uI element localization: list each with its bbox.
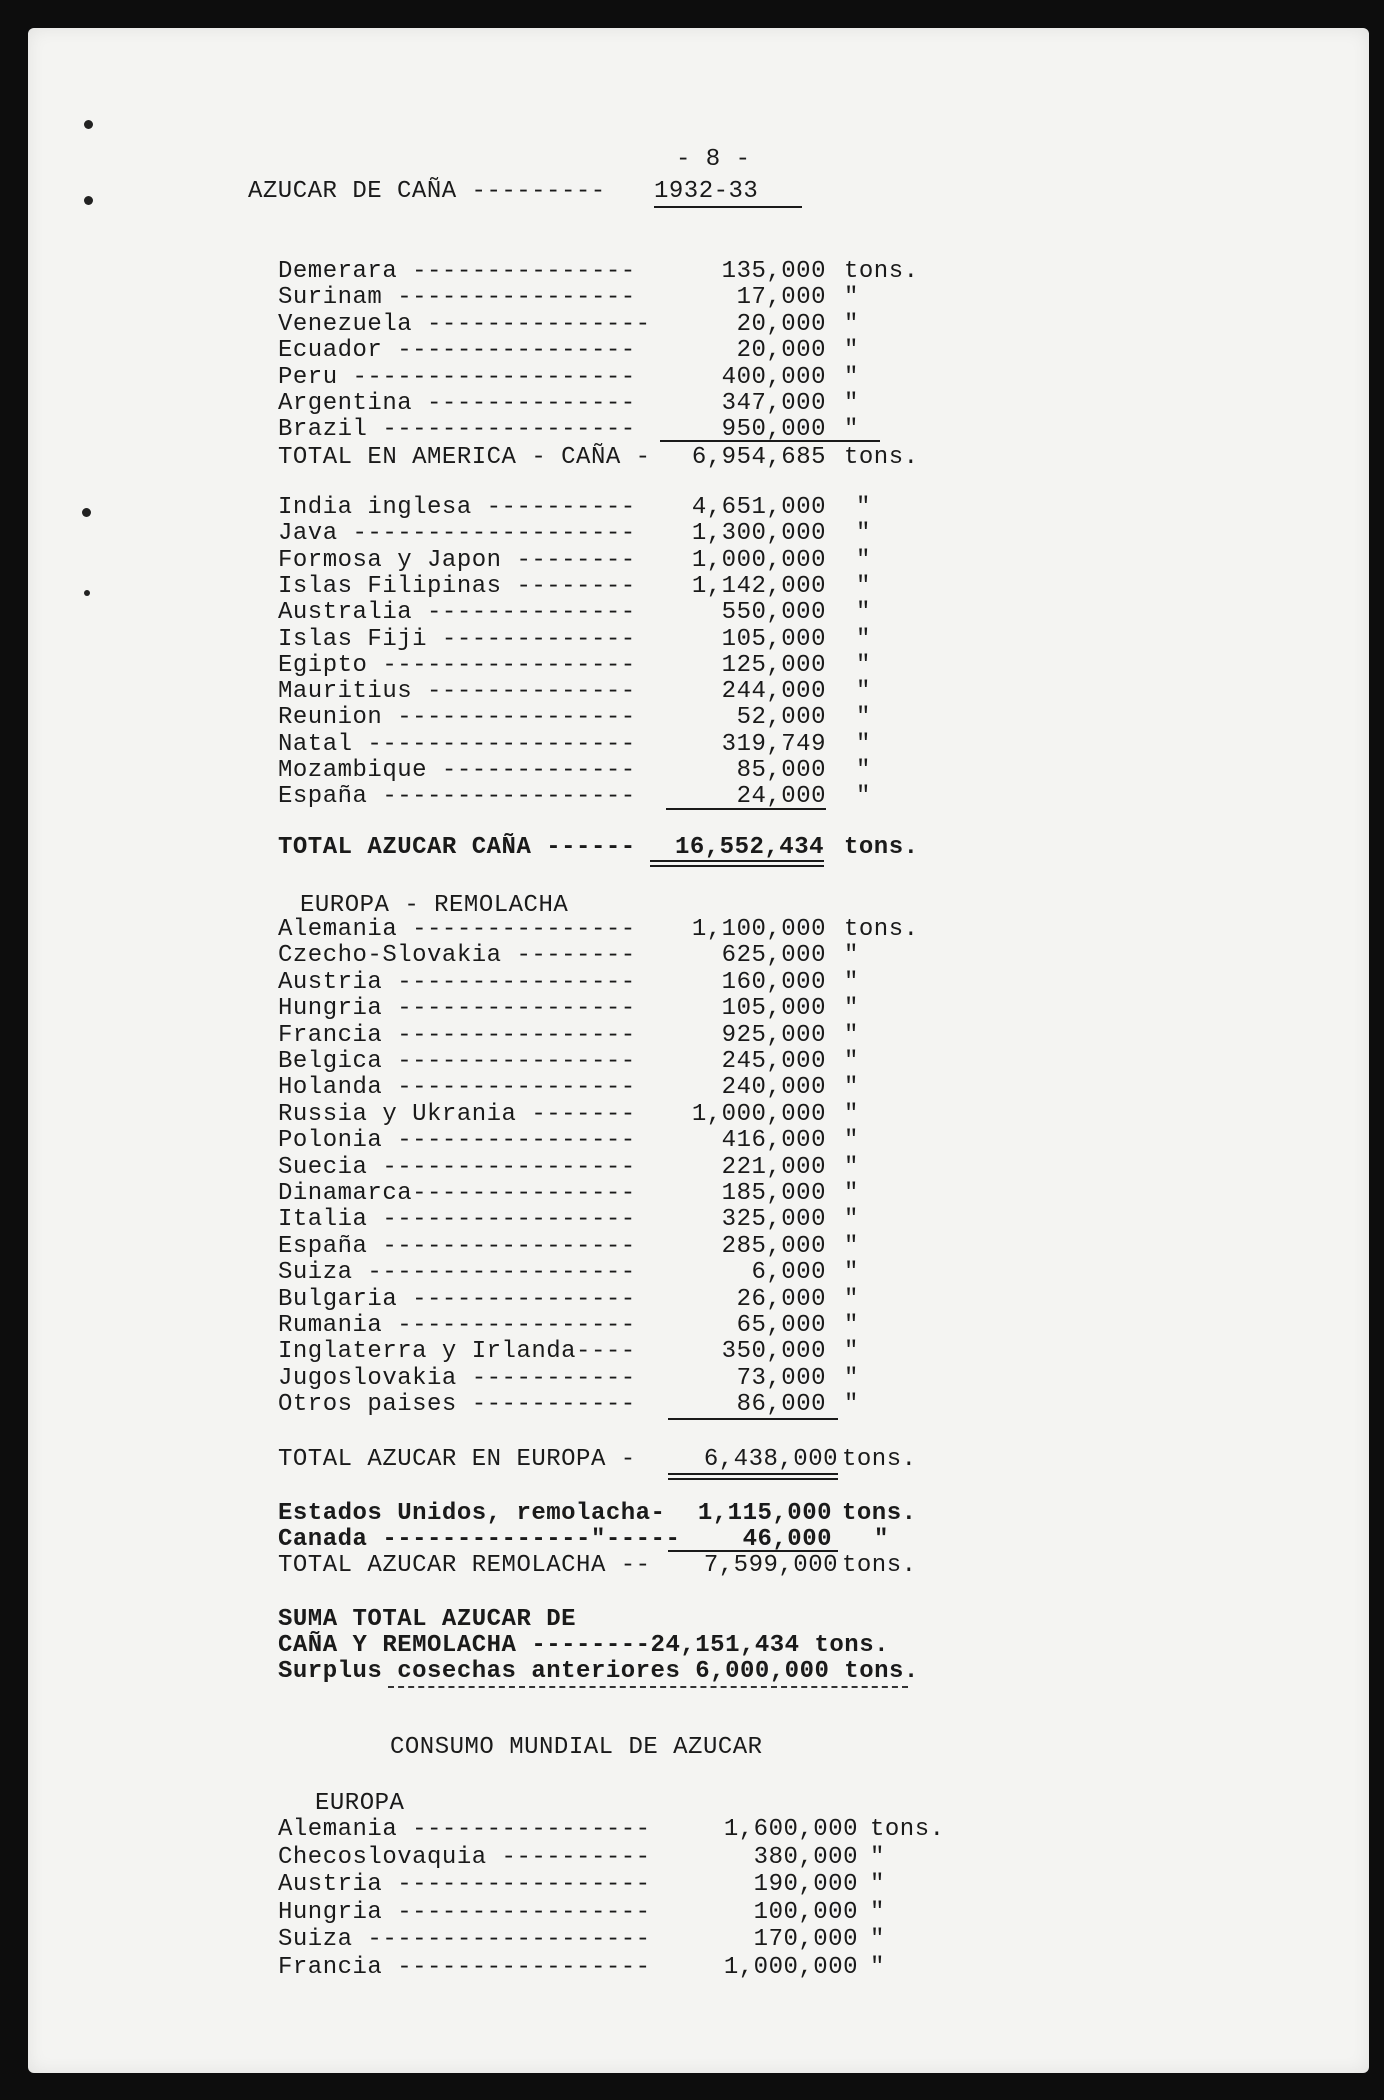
- beet-row: [278, 1312, 1178, 1339]
- america-row-label: Venezuela ---------------: [278, 310, 651, 338]
- cane-row-unit: ": [856, 546, 871, 574]
- beet-row-label: Suecia -----------------: [278, 1153, 636, 1181]
- consumption-row-label: Hungria -----------------: [278, 1898, 651, 1926]
- america-row: [278, 337, 1178, 364]
- margin-dot: [84, 120, 93, 129]
- cane-row-unit: ": [856, 783, 871, 811]
- beet-row-unit: ": [844, 1048, 859, 1075]
- section-separator: [388, 1686, 908, 1688]
- consumption-heading: CONSUMO MUNDIAL DE AZUCAR: [390, 1734, 763, 1761]
- consumption-row: [278, 1844, 1178, 1871]
- america-sum-rule: [660, 440, 880, 442]
- beet-row: [278, 1048, 1178, 1075]
- usa-label: Estados Unidos, remolacha-: [278, 1500, 666, 1527]
- beet-row-value: 1,100,000: [691, 916, 826, 943]
- beet-row-label: Bulgaria ---------------: [278, 1285, 636, 1313]
- cane-row-unit: ": [856, 599, 871, 627]
- total-europe-unit: tons.: [842, 1446, 917, 1473]
- beet-row-value: 416,000: [721, 1127, 826, 1155]
- america-row-value: 20,000: [736, 337, 826, 365]
- beet-row: [278, 1127, 1178, 1154]
- cane-row: [278, 652, 1178, 679]
- cane-row-label: Java -------------------: [278, 520, 636, 548]
- cane-row: [278, 626, 1178, 653]
- cane-row-unit: ": [856, 494, 871, 521]
- america-row-unit: ": [844, 310, 859, 338]
- consumption-row-label: Checoslovaquia ----------: [278, 1843, 651, 1871]
- america-row-unit: ": [844, 390, 859, 417]
- beet-row-value: 1,000,000: [691, 1100, 826, 1128]
- consumption-row: [278, 1816, 1178, 1843]
- total-america-value: 6,954,685: [691, 444, 826, 471]
- cane-row-label: Australia --------------: [278, 599, 636, 627]
- beet-row: [278, 1180, 1178, 1207]
- cane-row-label: Islas Filipinas --------: [278, 572, 636, 600]
- total-beet-unit: tons.: [842, 1552, 917, 1579]
- beet-row-value: 86,000: [736, 1391, 826, 1419]
- america-row-label: Peru -------------------: [278, 363, 636, 391]
- margin-dot: [84, 590, 90, 596]
- total-cane: [278, 834, 1178, 861]
- america-row: [278, 284, 1178, 311]
- beet-row-unit: ": [844, 1338, 859, 1366]
- beet-row-value: 26,000: [736, 1285, 826, 1313]
- total-america-label: TOTAL EN AMERICA - CAÑA -: [278, 444, 651, 471]
- beet-row-label: Alemania ---------------: [278, 916, 636, 943]
- consumption-row: [278, 1954, 1178, 1981]
- consumption-row-unit: ": [870, 1954, 885, 1981]
- cane-row-unit: ": [856, 651, 871, 679]
- beet-row-unit: ": [844, 1074, 859, 1102]
- cane-row-value: 1,000,000: [691, 546, 826, 574]
- consumption-row-unit: ": [870, 1926, 885, 1954]
- beet-row: [278, 1022, 1178, 1049]
- cane-row-value: 4,651,000: [691, 494, 826, 521]
- beet-row: [278, 1259, 1178, 1286]
- consumption-row-unit: ": [870, 1898, 885, 1926]
- consumption-row-label: Suiza -------------------: [278, 1926, 651, 1954]
- cane-row-label: Islas Fiji -------------: [278, 625, 636, 653]
- beet-row-unit: ": [844, 942, 859, 970]
- beet-row: [278, 1365, 1178, 1392]
- total-europe-label: TOTAL AZUCAR EN EUROPA -: [278, 1446, 636, 1473]
- beet-row-value: 240,000: [721, 1074, 826, 1102]
- beet-row-value: 105,000: [721, 995, 826, 1023]
- beet-row-unit: ": [844, 968, 859, 996]
- cane-row-unit: ": [856, 704, 871, 732]
- america-row-label: Surinam ----------------: [278, 284, 636, 312]
- beet-row-unit: ": [844, 995, 859, 1023]
- cane-row-value: 105,000: [721, 625, 826, 653]
- beet-row-label: Belgica ----------------: [278, 1048, 636, 1075]
- cane-row-unit: ": [856, 520, 871, 548]
- usa: [278, 1500, 1178, 1527]
- total-america: [278, 444, 1178, 471]
- beet-row: [278, 1074, 1178, 1101]
- summary-line-1: SUMA TOTAL AZUCAR DE: [278, 1606, 577, 1633]
- total-cane-underline-1: [650, 860, 824, 862]
- year-heading: 1932-33: [654, 178, 759, 205]
- total-cane-value: 16,552,434: [674, 834, 824, 861]
- total-beet: [278, 1552, 1178, 1579]
- canada: [278, 1526, 1178, 1553]
- beet-row-label: Hungria ----------------: [278, 995, 636, 1023]
- beet-row-label: Czecho-Slovakia --------: [278, 942, 636, 970]
- summary-line-2: CAÑA Y REMOLACHA --------24,151,434 tons.: [278, 1632, 889, 1659]
- cane-row-value: 244,000: [721, 678, 826, 706]
- cane-row: [278, 757, 1178, 784]
- cane-row-value: 1,142,000: [691, 572, 826, 600]
- consumption-row-label: Francia -----------------: [278, 1954, 651, 1981]
- cane-row-value: 550,000: [721, 599, 826, 627]
- cane-row-value: 319,749: [721, 730, 826, 758]
- cane-row-label: India inglesa ----------: [278, 494, 636, 521]
- total-cane-underline-2: [650, 865, 824, 867]
- consumption-row-label: Austria -----------------: [278, 1871, 651, 1899]
- america-row-unit: tons.: [844, 258, 919, 285]
- america-row-value: 20,000: [736, 310, 826, 338]
- total-europe: [278, 1446, 1178, 1473]
- america-row: [278, 364, 1178, 391]
- beet-row-value: 325,000: [721, 1206, 826, 1234]
- total-europe-underline-1: [668, 1473, 838, 1475]
- beet-row-label: Russia y Ukrania -------: [278, 1100, 636, 1128]
- beet-row-label: España -----------------: [278, 1232, 636, 1260]
- cane-row-label: Natal ------------------: [278, 730, 636, 758]
- america-row-label: Ecuador ----------------: [278, 337, 636, 365]
- cane-row: [278, 494, 1178, 521]
- margin-dot: [84, 196, 93, 205]
- beet-row: [278, 1101, 1178, 1128]
- america-row-label: Argentina --------------: [278, 390, 636, 417]
- cane-row-value: 1,300,000: [691, 520, 826, 548]
- america-row-value: 950,000: [721, 416, 826, 444]
- consumption-row-value: 100,000: [753, 1898, 858, 1926]
- usa-value: 1,115,000: [697, 1500, 832, 1527]
- cane-row-value: 85,000: [736, 757, 826, 784]
- consumption-row-unit: ": [870, 1843, 885, 1871]
- america-row-label: Brazil -----------------: [278, 416, 636, 444]
- beet-row-label: Jugoslovakia -----------: [278, 1364, 636, 1392]
- beet-row-label: Francia ----------------: [278, 1021, 636, 1049]
- consumption-row-unit: ": [870, 1871, 885, 1899]
- beet-row-unit: ": [844, 1206, 859, 1234]
- consumption-subheading: EUROPA: [315, 1790, 405, 1817]
- cane-row: [278, 520, 1178, 547]
- beet-row-value: 625,000: [721, 942, 826, 970]
- beet-row-label: Italia -----------------: [278, 1206, 636, 1234]
- total-cane-label: TOTAL AZUCAR CAÑA ------: [278, 834, 636, 861]
- america-row-label: Demerara ---------------: [278, 258, 636, 285]
- cane-row-label: Formosa y Japon --------: [278, 546, 636, 574]
- cane-row-unit: ": [856, 625, 871, 653]
- cane-row-unit: ": [856, 678, 871, 706]
- cane-row: [278, 547, 1178, 574]
- cane-heading: AZUCAR DE CAÑA ---------: [248, 178, 606, 205]
- beet-row-label: Dinamarca---------------: [278, 1180, 636, 1207]
- cane-row-label: Egipto -----------------: [278, 651, 636, 679]
- total-beet-label: TOTAL AZUCAR REMOLACHA --: [278, 1552, 651, 1579]
- america-row-value: 17,000: [736, 284, 826, 312]
- consumption-row-value: 170,000: [753, 1926, 858, 1954]
- beet-row: [278, 1338, 1178, 1365]
- beet-row: [278, 1286, 1178, 1313]
- beet-row-unit: ": [844, 1285, 859, 1313]
- america-row-unit: ": [844, 337, 859, 365]
- beet-row: [278, 1154, 1178, 1181]
- cane-row-label: Mozambique -------------: [278, 757, 636, 784]
- beet-row-value: 925,000: [721, 1021, 826, 1049]
- other-sum-rule: [666, 808, 826, 810]
- beet-row-value: 6,000: [751, 1259, 826, 1287]
- beet-row: [278, 969, 1178, 996]
- america-row-unit: ": [844, 363, 859, 391]
- cane-row: [278, 573, 1178, 600]
- america-row-value: 135,000: [721, 258, 826, 285]
- year-underline: [654, 206, 802, 208]
- cane-row: [278, 678, 1178, 705]
- beet-row-label: Rumania ----------------: [278, 1312, 636, 1339]
- beet-row-unit: ": [844, 1153, 859, 1181]
- canada-label: Canada --------------"-----: [278, 1526, 681, 1553]
- beet-row-label: Otros paises -----------: [278, 1391, 636, 1419]
- america-row-value: 347,000: [721, 390, 826, 417]
- beet-row-unit: ": [844, 1391, 859, 1419]
- america-row-unit: ": [844, 284, 859, 312]
- beet-row-unit: ": [844, 1312, 859, 1339]
- beet-row: [278, 1391, 1178, 1418]
- beet-heading: EUROPA - REMOLACHA: [300, 892, 569, 919]
- consumption-row: [278, 1871, 1178, 1898]
- beet-row-value: 73,000: [736, 1364, 826, 1392]
- beet-row-value: 185,000: [721, 1180, 826, 1207]
- document-page: [28, 28, 1369, 2073]
- beet-row-value: 160,000: [721, 968, 826, 996]
- cane-row-unit: ": [856, 730, 871, 758]
- total-beet-value: 7,599,000: [703, 1552, 838, 1579]
- beet-sum-rule: [668, 1418, 838, 1420]
- usa-unit: tons.: [842, 1500, 917, 1527]
- america-row-value: 400,000: [721, 363, 826, 391]
- margin-dot: [82, 508, 91, 517]
- total-europe-underline-2: [668, 1478, 838, 1480]
- america-row: [278, 390, 1178, 417]
- beet-row: [278, 1206, 1178, 1233]
- canada-value: 46,000: [742, 1526, 832, 1553]
- cane-row-unit: ": [856, 572, 871, 600]
- beet-row-label: Suiza ------------------: [278, 1259, 636, 1287]
- beet-row-unit: ": [844, 1232, 859, 1260]
- america-row-unit: ": [844, 416, 859, 444]
- cane-row-value: 24,000: [736, 783, 826, 811]
- cane-row-label: Mauritius --------------: [278, 678, 636, 706]
- beet-row-label: Holanda ----------------: [278, 1074, 636, 1102]
- cane-row-value: 52,000: [736, 704, 826, 732]
- total-europe-value: 6,438,000: [703, 1446, 838, 1473]
- total-america-unit: tons.: [844, 444, 919, 471]
- beet-row: [278, 916, 1178, 943]
- beet-row-unit: ": [844, 1127, 859, 1155]
- beet-row-label: Inglaterra y Irlanda----: [278, 1338, 636, 1366]
- consumption-row-value: 1,000,000: [723, 1954, 858, 1981]
- america-row: [278, 258, 1178, 285]
- cane-row: [278, 783, 1178, 810]
- consumption-row-unit: tons.: [870, 1816, 945, 1843]
- page-number: - 8 -: [676, 146, 751, 173]
- beet-row-unit: ": [844, 1021, 859, 1049]
- cane-row: [278, 704, 1178, 731]
- beet-row: [278, 995, 1178, 1022]
- beet-row-unit: ": [844, 1364, 859, 1392]
- beet-row-label: Austria ----------------: [278, 968, 636, 996]
- consumption-row-value: 1,600,000: [723, 1816, 858, 1843]
- beet-row-unit: ": [844, 1100, 859, 1128]
- consumption-row-label: Alemania ----------------: [278, 1816, 651, 1843]
- consumption-row: [278, 1899, 1178, 1926]
- cane-row-label: España -----------------: [278, 783, 636, 811]
- consumption-row-value: 190,000: [753, 1871, 858, 1899]
- beet-row-value: 245,000: [721, 1048, 826, 1075]
- cane-row: [278, 731, 1178, 758]
- beet-row-label: Polonia ----------------: [278, 1127, 636, 1155]
- beet-row: [278, 942, 1178, 969]
- total-cane-unit: tons.: [844, 834, 919, 861]
- beet-row: [278, 1233, 1178, 1260]
- consumption-row: [278, 1926, 1178, 1953]
- beet-row-unit: tons.: [844, 916, 919, 943]
- beet-row-unit: ": [844, 1259, 859, 1287]
- canada-unit: ": [874, 1526, 889, 1553]
- beet-row-value: 285,000: [721, 1232, 826, 1260]
- beet-row-value: 350,000: [721, 1338, 826, 1366]
- beet-row-value: 221,000: [721, 1153, 826, 1181]
- cane-row-label: Reunion ----------------: [278, 704, 636, 732]
- beet-row-value: 65,000: [736, 1312, 826, 1339]
- consumption-row-value: 380,000: [753, 1843, 858, 1871]
- cane-row: [278, 599, 1178, 626]
- beet-row-unit: ": [844, 1180, 859, 1207]
- cane-row-value: 125,000: [721, 651, 826, 679]
- summary-line-3: Surplus cosechas anteriores 6,000,000 tons.: [278, 1658, 919, 1685]
- america-row: [278, 311, 1178, 338]
- cane-row-unit: ": [856, 757, 871, 784]
